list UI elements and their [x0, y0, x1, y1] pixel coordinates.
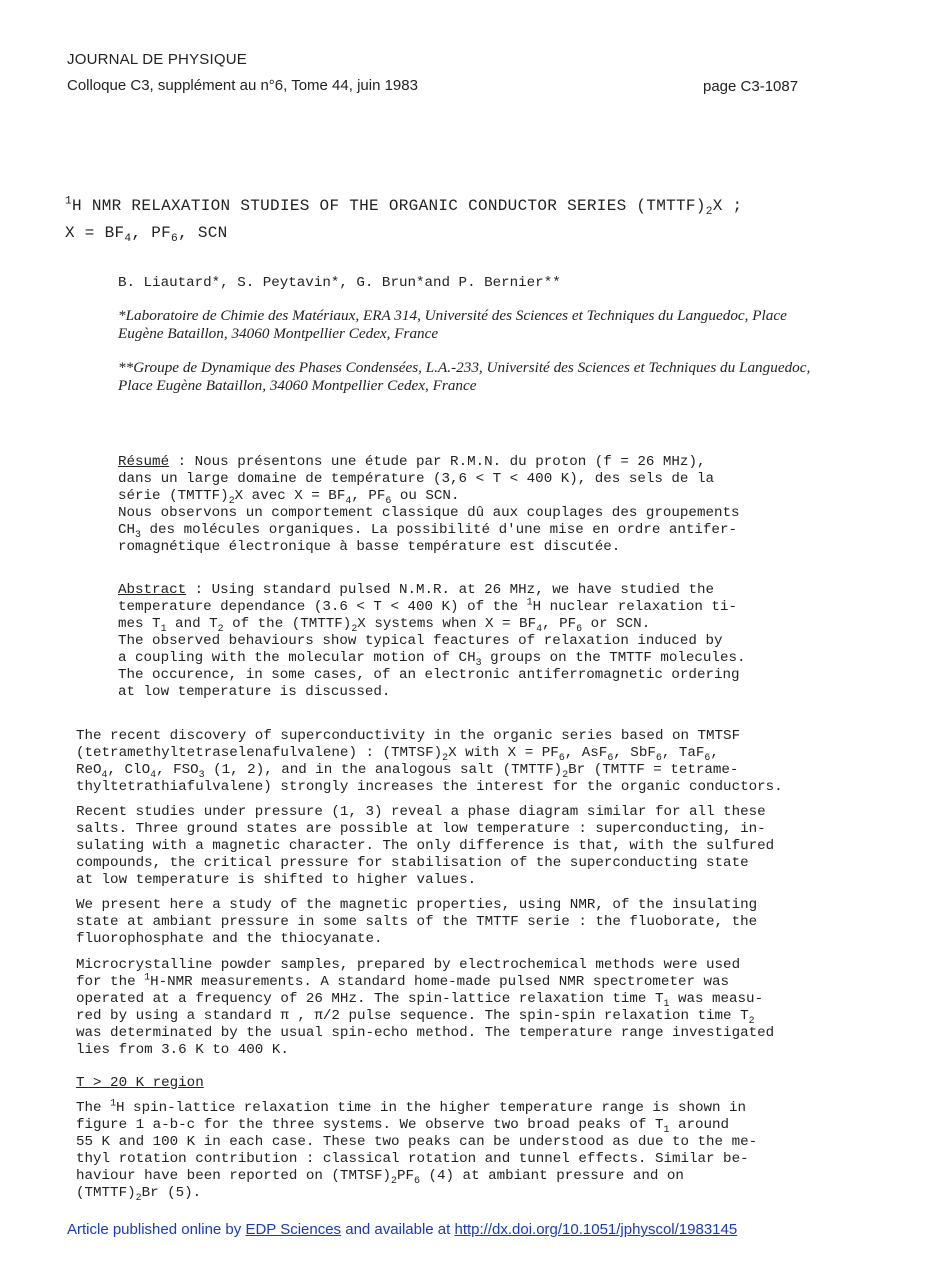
affiliation-2: **Groupe de Dynamique des Phases Condensées, L.A.-233, Université des Sciences et Techniques du Languedoc, Place Eugène Bataillon, 34060 Montpellier Cedex, France	[118, 359, 811, 394]
body-paragraph-4: Microcrystalline powder samples, prepared by electrochemical methods were used for the $^1$H-NMR measurements. A standard home-made pulsed NMR spectrometer was operated at a frequency of 26 MHz. The spin-lattice relaxation time $T_1$ was measu- red by using a standard π , π/2 pulse sequence. The spin-spin relaxation time $T_2$ was determinated by the usual spin-echo method. The temperature range investigated lies from 3.6 K to 400 K.	[76, 957, 775, 1058]
body-paragraph-3: We present here a study of the magnetic properties, using NMR, of the insulating state at ambiant pressure in some salts of the TMTTF serie : the fluoborate, the fluorophosphate and the thiocyanate.	[76, 897, 758, 947]
title-line-1: $^1$H NMR RELAXATION STUDIES OF THE ORGANIC CONDUCTOR SERIES $(TMTTF)_2X$ ;	[65, 195, 743, 219]
doi-link[interactable]: http://dx.doi.org/10.1051/jphyscol/1983145	[454, 1221, 738, 1238]
resume-label: Résumé	[118, 454, 170, 470]
authors: B. Liautard*, S. Peytavin*, G. Brun*and P. Bernier**	[118, 275, 561, 291]
body-paragraph-2: Recent studies under pressure (1, 3) reveal a phase diagram similar for all these salts. Three ground states are possible at low temperature : superconducting, in- sulating with a magnetic character. The only difference is that, with the sulfured compounds, the critical pressure for stabilisation of the superconducting state at low temperature is shifted to higher values.	[76, 804, 775, 888]
edp-sciences-link[interactable]: EDP Sciences	[245, 1221, 342, 1238]
page-number: page C3-1087	[703, 78, 799, 95]
colloque-line: Colloque C3, supplément au n°6, Tome 44, juin 1983	[67, 77, 418, 94]
paper-title	[65, 193, 885, 247]
body-paragraph-1: The recent discovery of superconductivity in the organic series based on TMTSF (tetramethyltetraselenafulvalene) : $(TMTSF)_2X$ with $X = PF_6$, AsF$_6$, SbF$_6$, TaF$_6$, ReO$_4$, ClO$_4$, $FSO_3$ (1, 2), and in the analogous salt $(TMTTF)_2Br$ (TMTTF = tetrame- thyltetrathiafulvalene) strongly increases the interest for the organic conductors.	[76, 728, 783, 795]
section-heading: T > 20 K region	[76, 1075, 204, 1091]
body-paragraph-5: The $^1$H spin-lattice relaxation time in the higher temperature range is shown in figure 1 a-b-c for the three systems. We observe two broad peaks of $T_1$ around 55 K and 100 K in each case. These two peaks can be understood as due to the me- thyl rotation contribution : classical rotation and tunnel effects. Similar be- haviour have been reported on $(TMTSF)_2PF_6$ (4) at ambiant pressure and on $(TMTTF)_2Br$ (5).	[76, 1097, 758, 1203]
title-sup: 1	[65, 195, 73, 208]
publication-footer: Article published online by EDP Sciences and available at http://dx.doi.org/10.1051/jphyscol/1983145	[67, 1221, 738, 1238]
abstract-label: Abstract	[118, 582, 187, 598]
title-line-2: $X = BF_4$, $PF_6$, SCN	[65, 224, 228, 246]
abstract-block: Abstract : Using standard pulsed N.M.R. at 26 MHz, we have studied the temperature dependance (3.6 < T < 400 K) of the $^1$H nuclear relaxation ti- mes $T_1$ and $T_2$ of the $(TMTTF)_2X$ systems when $X = BF_4$, $PF_6$ or SCN. The observed behaviours show typical feactures of relaxation induced by a coupling with the molecular motion of $CH_3$ groups on the TMTTF molecules. The occurence, in some cases, of an electronic antiferromagnetic ordering at low temperature is discussed.	[118, 582, 746, 700]
affiliation-1: *Laboratoire de Chimie des Matériaux, ERA 314, Université des Sciences et Techniques du Languedoc, Place Eugène Bataillon, 34060 Montpellier Cedex, France	[118, 307, 787, 342]
resume-block: Résumé : Nous présentons une étude par R.M.N. du proton (f = 26 MHz), dans un large domaine de température (3,6 < T < 400 K), des sels de la série $(TMTTF)_2X$ avec $X = BF_4$, $PF_6$ ou SCN. Nous observons un comportement classique dû aux couplages des groupements $CH_3$ des molécules organiques. La possibilité d'une mise en ordre antifer- romagnétique électronique à basse température est discutée.	[118, 454, 740, 555]
journal-name: JOURNAL DE PHYSIQUE	[67, 51, 247, 68]
